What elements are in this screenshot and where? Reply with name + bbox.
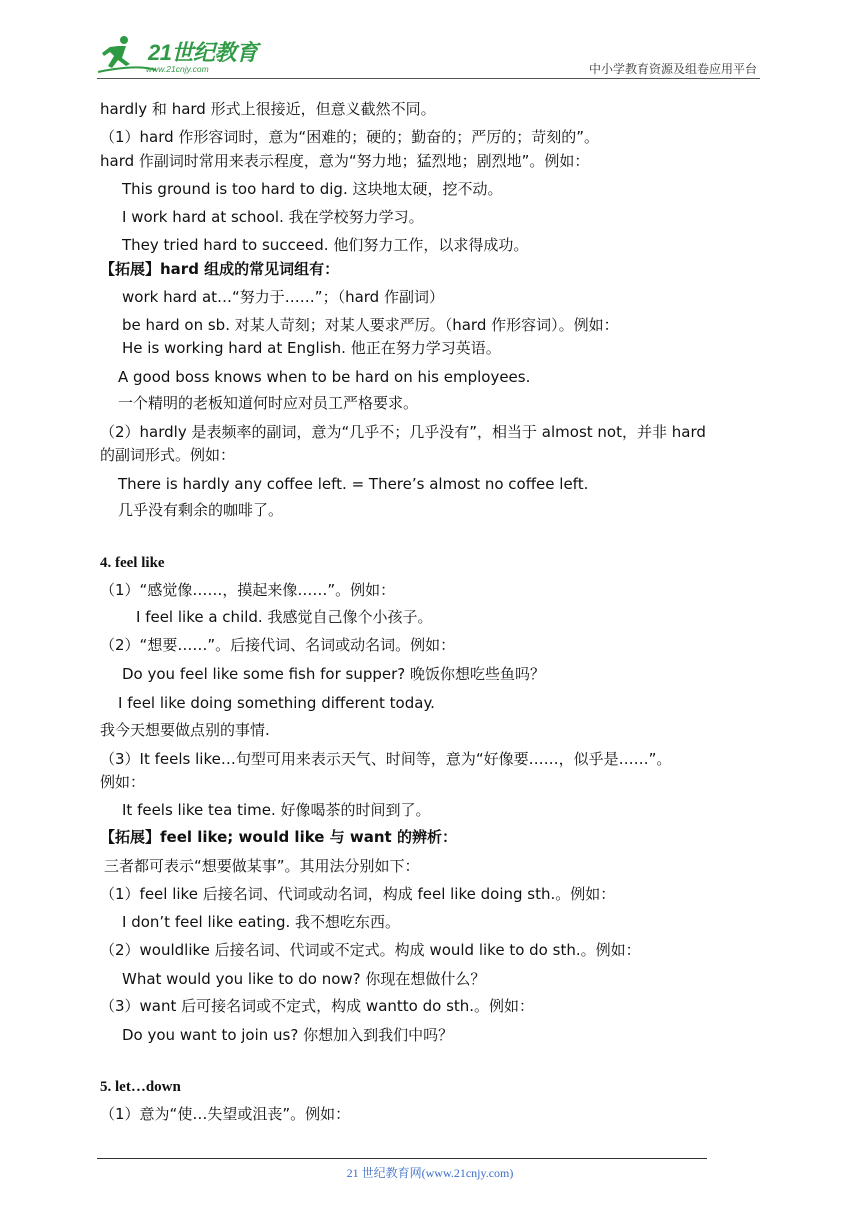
page-header bbox=[0, 0, 860, 80]
logo-url: www.21cnjy.com bbox=[146, 64, 209, 74]
example-line: I feel like a child. 我感觉自己像个小孩子。 bbox=[136, 608, 433, 626]
section-heading: 【拓展】feel like; would like 与 want 的辨析： bbox=[100, 828, 457, 846]
text-line: work hard at…“努力于……”；（hard 作副词） bbox=[122, 288, 444, 306]
example-line: There is hardly any coffee left. = There’s almost no coffee left. bbox=[118, 475, 589, 493]
text-line: （2）wouldlike 后接名词、代词或不定式。构成 would like to do sth.。例如： bbox=[100, 941, 641, 959]
text-line: 三者都可表示“想要做某事”。其用法分别如下： bbox=[104, 857, 420, 875]
example-line: 几乎没有剩余的咖啡了。 bbox=[118, 501, 284, 519]
example-line: Do you feel like some fish for supper? 晚饭你想吃些鱼吗？ bbox=[122, 665, 546, 683]
logo-text: 21世纪教育 bbox=[148, 40, 258, 65]
text-line: be hard on sb. 对某人苛刻；对某人要求严厉。（hard 作形容词）。例如： bbox=[122, 316, 619, 334]
text-line: （2）“想要……”。后接代词、名词或动名词。例如： bbox=[100, 636, 456, 654]
example-line: It feels like tea time. 好像喝茶的时间到了。 bbox=[122, 801, 431, 819]
text-line: hardly 和 hard 形式上很接近，但意义截然不同。 bbox=[100, 100, 436, 118]
example-line: This ground is too hard to dig. 这块地太硬，挖不动。 bbox=[122, 180, 503, 198]
text-line: （1）“感觉像……，摸起来像……”。例如： bbox=[100, 581, 396, 599]
example-line: He is working hard at English. 他正在努力学习英语。 bbox=[122, 339, 501, 357]
text-line: 例如： bbox=[100, 773, 146, 791]
example-line: What would you like to do now? 你现在想做什么？ bbox=[122, 970, 486, 988]
text-line: 的副词形式。例如： bbox=[100, 446, 236, 464]
example-line: They tried hard to succeed. 他们努力工作，以求得成功。 bbox=[122, 236, 529, 254]
text-line: （1）feel like 后接名词、代词或动名词，构成 feel like doing sth.。例如： bbox=[100, 885, 616, 903]
example-line: Do you want to join us? 你想加入到我们中吗？ bbox=[122, 1026, 454, 1044]
footer-divider bbox=[97, 1158, 707, 1159]
text-line: （1）意为“使…失望或沮丧”。例如： bbox=[100, 1105, 351, 1123]
text-line: （3）It feels like…句型可用来表示天气、时间等，意为“好像要……，似乎是……”。 bbox=[100, 750, 672, 768]
text-line: hard 作副词时常用来表示程度，意为“努力地；猛烈地；剧烈地”。例如： bbox=[100, 152, 590, 170]
example-line: 我今天想要做点别的事情. bbox=[100, 721, 270, 739]
example-line: I don’t feel like eating. 我不想吃东西。 bbox=[122, 913, 401, 931]
text-line: （2）hardly 是表频率的副词，意为“几乎不；几乎没有”，相当于 almost not，并非 hard bbox=[100, 423, 706, 441]
text-line: （3）want 后可接名词或不定式，构成 wantto do sth.。例如： bbox=[100, 997, 535, 1015]
section-heading: 4. feel like bbox=[100, 555, 165, 571]
platform-name: 中小学教育资源及组卷应用平台 bbox=[588, 62, 757, 76]
example-line: 一个精明的老板知道何时应对员工严格要求。 bbox=[118, 394, 419, 412]
section-heading: 5. let…down bbox=[100, 1079, 181, 1095]
text-line: （1）hard 作形容词时，意为“困难的；硬的；勤奋的；严厉的；苛刻的”。 bbox=[100, 128, 599, 146]
example-line: A good boss knows when to be hard on his employees. bbox=[118, 368, 531, 386]
footer-link[interactable]: 21 世纪教育网(www.21cnjy.com) bbox=[346, 1166, 514, 1180]
example-line: I work hard at school. 我在学校努力学习。 bbox=[122, 208, 424, 226]
example-line: I feel like doing something different today. bbox=[118, 694, 435, 712]
header-divider bbox=[97, 78, 760, 79]
section-heading: 【拓展】hard 组成的常见词组有： bbox=[100, 260, 340, 278]
